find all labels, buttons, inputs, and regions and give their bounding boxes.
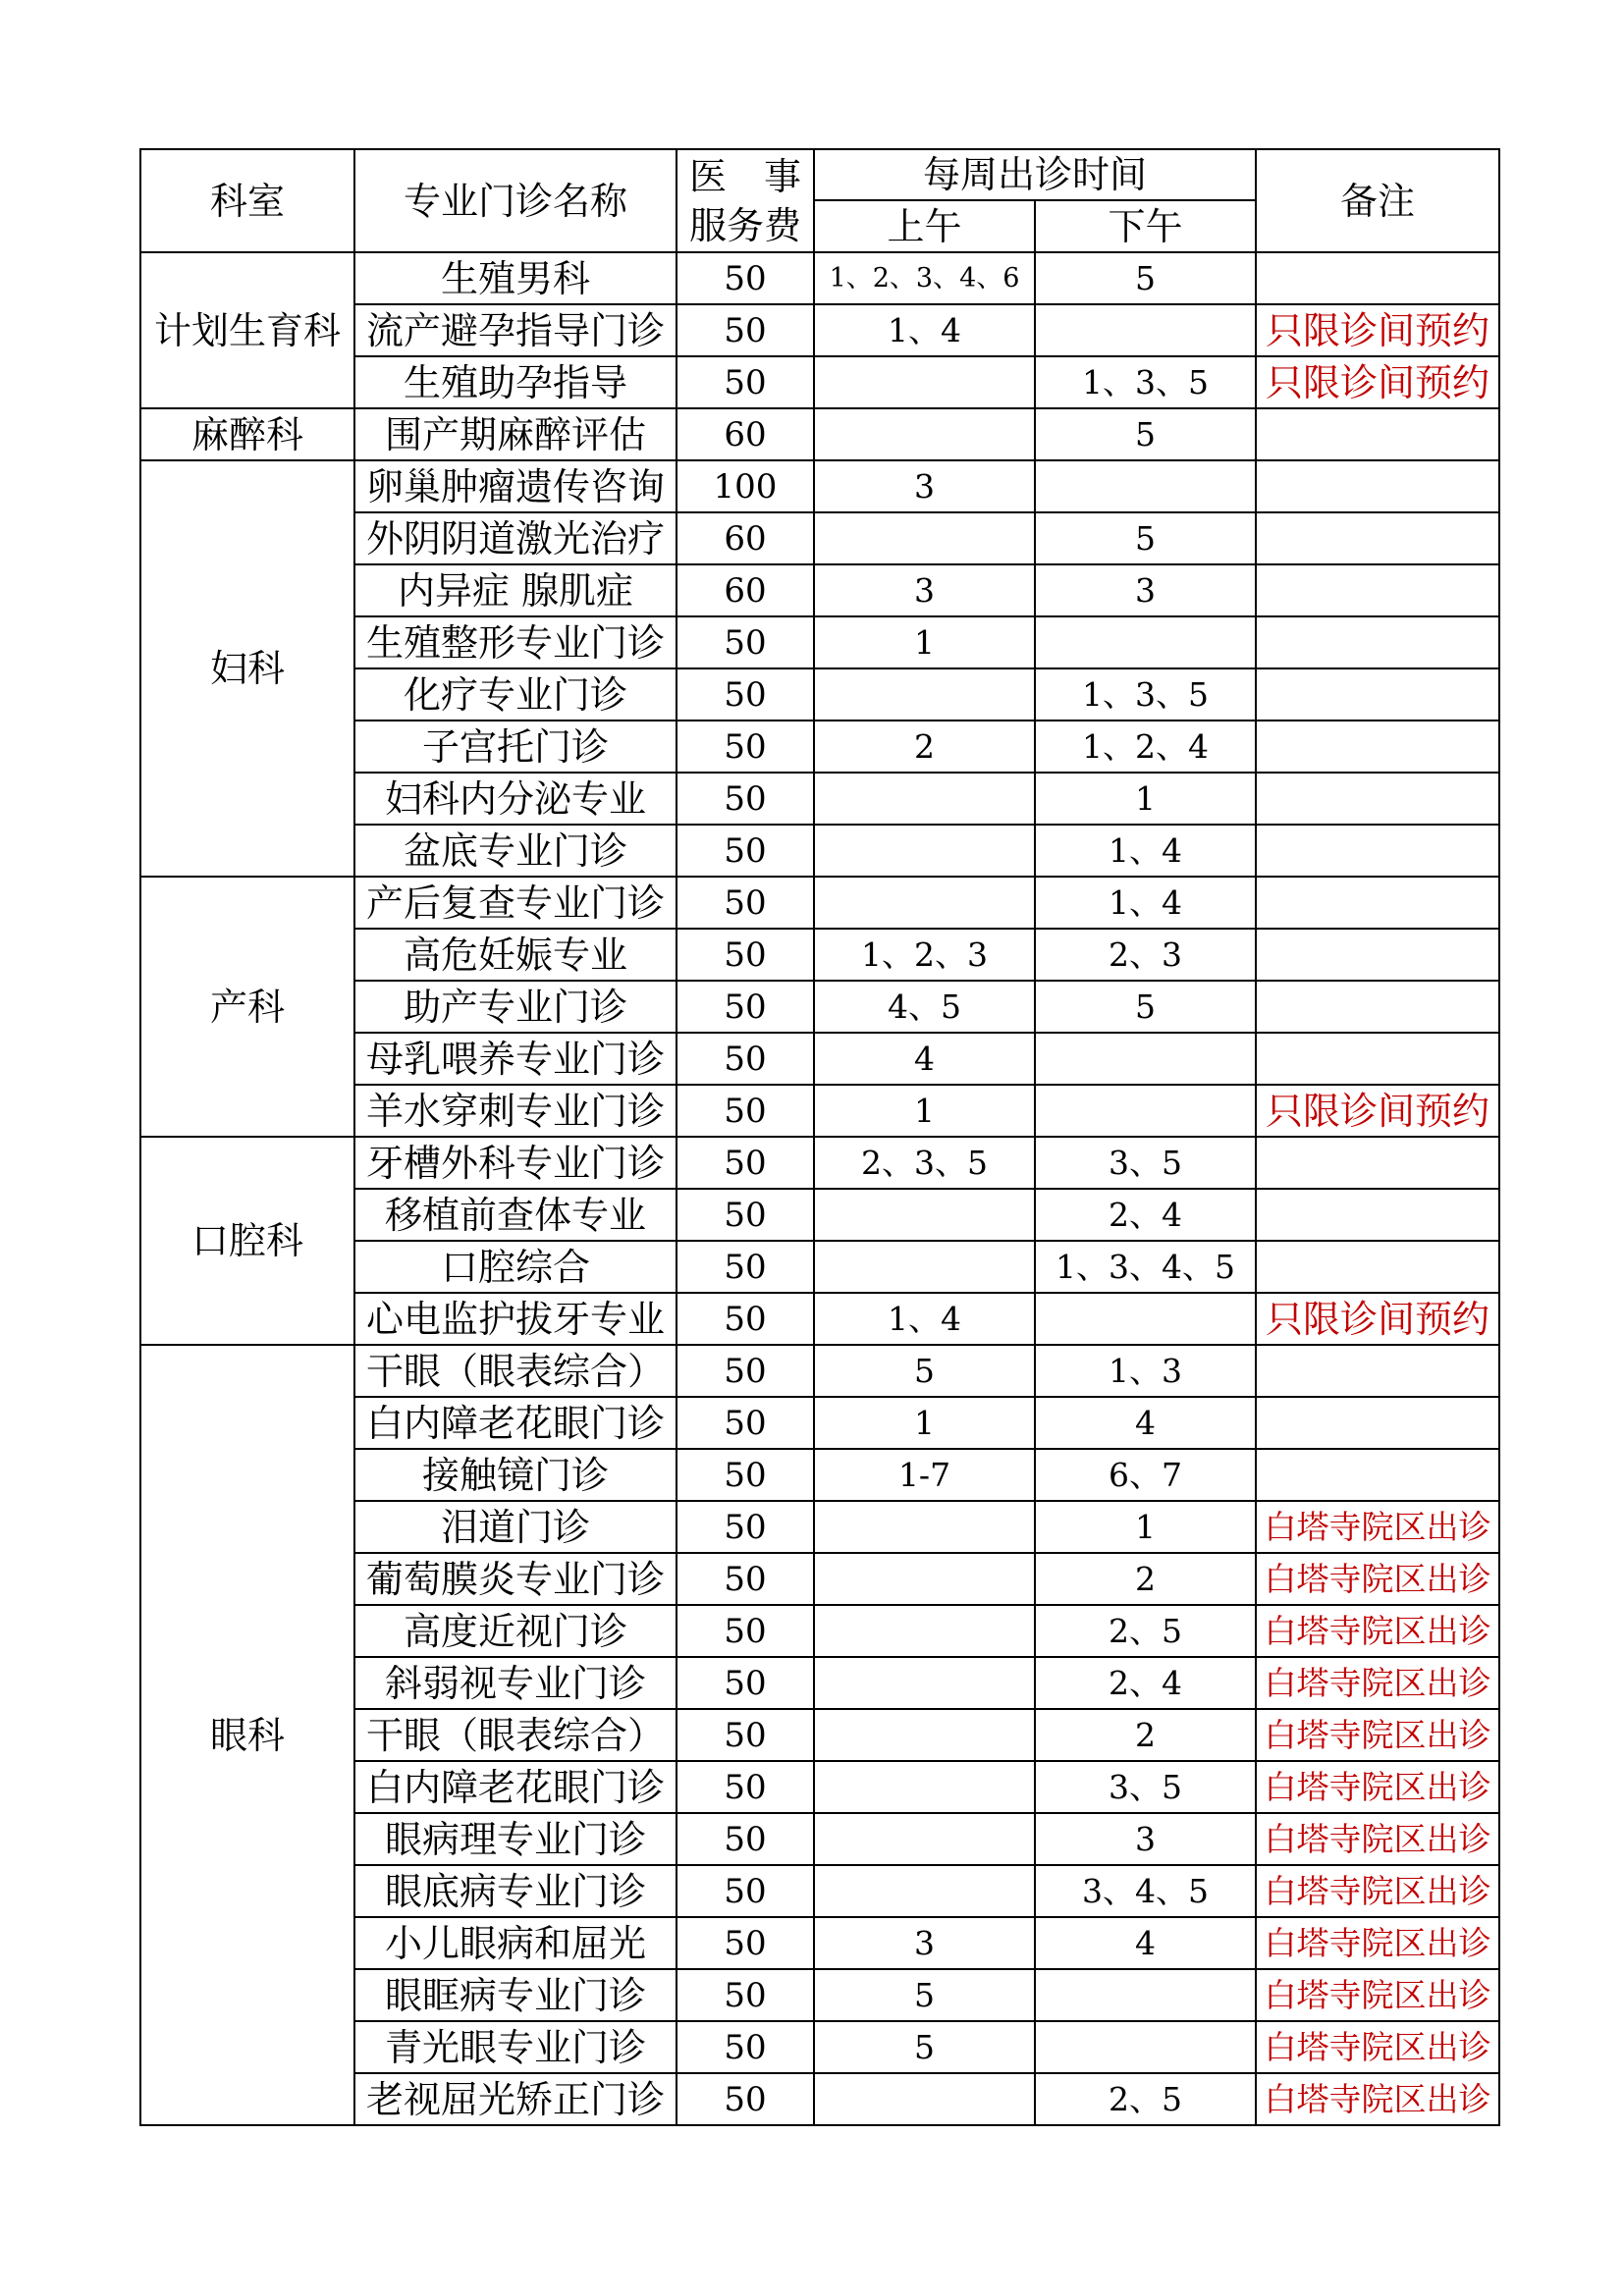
clinic-name-cell: 干眼（眼表综合） <box>354 1345 677 1397</box>
afternoon-cell: 1、4 <box>1035 825 1256 877</box>
clinic-name-cell: 生殖助孕指导 <box>354 356 677 408</box>
morning-cell <box>814 1241 1035 1293</box>
fee-cell: 50 <box>677 1241 814 1293</box>
morning-cell <box>814 356 1035 408</box>
clinic-name-cell: 内异症 腺肌症 <box>354 564 677 616</box>
fee-cell: 50 <box>677 668 814 721</box>
afternoon-cell: 1、4 <box>1035 877 1256 929</box>
note-cell <box>1256 825 1499 877</box>
afternoon-cell: 4 <box>1035 1397 1256 1449</box>
afternoon-cell: 2 <box>1035 1709 1256 1761</box>
note-cell <box>1256 616 1499 668</box>
afternoon-cell <box>1035 1033 1256 1085</box>
afternoon-cell: 3、5 <box>1035 1761 1256 1813</box>
fee-cell: 50 <box>677 1501 814 1553</box>
note-cell: 白塔寺院区出诊 <box>1256 1865 1499 1917</box>
morning-cell <box>814 1813 1035 1865</box>
afternoon-cell: 5 <box>1035 981 1256 1033</box>
note-cell: 只限诊间预约 <box>1256 304 1499 356</box>
note-cell <box>1256 668 1499 721</box>
fee-cell: 50 <box>677 1553 814 1605</box>
clinic-name-cell: 卵巢肿瘤遗传咨询 <box>354 460 677 512</box>
clinic-name-cell: 老视屈光矫正门诊 <box>354 2073 677 2125</box>
clinic-name-cell: 斜弱视专业门诊 <box>354 1657 677 1709</box>
header-row-1 <box>140 149 1499 200</box>
morning-cell: 3 <box>814 1917 1035 1969</box>
afternoon-cell: 3 <box>1035 564 1256 616</box>
morning-cell <box>814 512 1035 564</box>
clinic-name-cell: 移植前查体专业 <box>354 1189 677 1241</box>
note-cell <box>1256 1449 1499 1501</box>
fee-cell: 50 <box>677 1761 814 1813</box>
note-cell <box>1256 252 1499 304</box>
clinic-name-cell: 青光眼专业门诊 <box>354 2021 677 2073</box>
afternoon-cell: 2、5 <box>1035 1605 1256 1657</box>
afternoon-cell <box>1035 1969 1256 2021</box>
note-cell <box>1256 1397 1499 1449</box>
afternoon-cell: 5 <box>1035 408 1256 460</box>
note-cell: 白塔寺院区出诊 <box>1256 1813 1499 1865</box>
clinic-name-cell: 外阴阴道激光治疗 <box>354 512 677 564</box>
note-cell: 白塔寺院区出诊 <box>1256 2021 1499 2073</box>
fee-cell: 50 <box>677 2073 814 2125</box>
fee-cell: 50 <box>677 929 814 981</box>
afternoon-cell <box>1035 1293 1256 1345</box>
clinic-name-cell: 白内障老花眼门诊 <box>354 1397 677 1449</box>
note-cell: 白塔寺院区出诊 <box>1256 1709 1499 1761</box>
morning-cell: 5 <box>814 2021 1035 2073</box>
morning-cell: 4、5 <box>814 981 1035 1033</box>
fee-cell: 60 <box>677 408 814 460</box>
morning-cell <box>814 1761 1035 1813</box>
clinic-schedule-table <box>139 148 1500 2126</box>
note-cell <box>1256 721 1499 773</box>
morning-cell <box>814 1189 1035 1241</box>
note-cell <box>1256 564 1499 616</box>
clinic-name-cell: 生殖整形专业门诊 <box>354 616 677 668</box>
fee-cell: 50 <box>677 721 814 773</box>
fee-cell: 50 <box>677 1293 814 1345</box>
fee-cell: 50 <box>677 616 814 668</box>
fee-cell: 50 <box>677 773 814 825</box>
afternoon-cell: 2 <box>1035 1553 1256 1605</box>
fee-cell: 50 <box>677 252 814 304</box>
clinic-name-cell: 干眼（眼表综合） <box>354 1709 677 1761</box>
note-cell: 白塔寺院区出诊 <box>1256 1501 1499 1553</box>
dept-cell: 妇科 <box>140 460 354 877</box>
afternoon-cell <box>1035 1085 1256 1137</box>
afternoon-cell: 5 <box>1035 252 1256 304</box>
fee-cell: 100 <box>677 460 814 512</box>
dept-cell: 产科 <box>140 877 354 1137</box>
afternoon-cell: 2、4 <box>1035 1657 1256 1709</box>
morning-cell <box>814 1501 1035 1553</box>
header-afternoon: 下午 <box>1035 200 1256 252</box>
clinic-name-cell: 口腔综合 <box>354 1241 677 1293</box>
schedule-sheet <box>139 148 1500 2126</box>
morning-cell: 1 <box>814 1085 1035 1137</box>
fee-cell: 50 <box>677 825 814 877</box>
morning-cell <box>814 408 1035 460</box>
morning-cell: 5 <box>814 1969 1035 2021</box>
note-cell <box>1256 773 1499 825</box>
note-cell <box>1256 1033 1499 1085</box>
note-cell <box>1256 460 1499 512</box>
clinic-name-cell: 泪道门诊 <box>354 1501 677 1553</box>
dept-cell: 计划生育科 <box>140 252 354 408</box>
afternoon-cell: 1 <box>1035 773 1256 825</box>
note-cell <box>1256 1189 1499 1241</box>
clinic-name-cell: 产后复查专业门诊 <box>354 877 677 929</box>
note-cell <box>1256 981 1499 1033</box>
dept-cell: 麻醉科 <box>140 408 354 460</box>
morning-cell: 1、4 <box>814 1293 1035 1345</box>
schedule-body <box>140 252 1499 2125</box>
note-cell: 白塔寺院区出诊 <box>1256 1553 1499 1605</box>
note-cell: 白塔寺院区出诊 <box>1256 1761 1499 1813</box>
clinic-name-cell: 助产专业门诊 <box>354 981 677 1033</box>
afternoon-cell: 1、2、4 <box>1035 721 1256 773</box>
fee-cell: 60 <box>677 512 814 564</box>
table-row <box>140 1137 1499 1189</box>
morning-cell: 1 <box>814 616 1035 668</box>
fee-cell: 50 <box>677 2021 814 2073</box>
morning-cell <box>814 2073 1035 2125</box>
morning-cell: 4 <box>814 1033 1035 1085</box>
morning-cell <box>814 877 1035 929</box>
morning-cell: 1-7 <box>814 1449 1035 1501</box>
morning-cell: 1、2、3 <box>814 929 1035 981</box>
note-cell <box>1256 1345 1499 1397</box>
clinic-name-cell: 眼眶病专业门诊 <box>354 1969 677 2021</box>
header-fee <box>677 149 814 252</box>
clinic-name-cell: 高度近视门诊 <box>354 1605 677 1657</box>
clinic-name-cell: 眼病理专业门诊 <box>354 1813 677 1865</box>
clinic-name-cell: 眼底病专业门诊 <box>354 1865 677 1917</box>
morning-cell <box>814 825 1035 877</box>
afternoon-cell: 1、3 <box>1035 1345 1256 1397</box>
fee-cell: 50 <box>677 981 814 1033</box>
fee-cell: 50 <box>677 1709 814 1761</box>
dept-cell: 口腔科 <box>140 1137 354 1345</box>
morning-cell <box>814 773 1035 825</box>
morning-cell <box>814 1709 1035 1761</box>
fee-cell: 60 <box>677 564 814 616</box>
note-cell: 只限诊间预约 <box>1256 1293 1499 1345</box>
afternoon-cell: 6、7 <box>1035 1449 1256 1501</box>
afternoon-cell: 2、3 <box>1035 929 1256 981</box>
fee-cell: 50 <box>677 1137 814 1189</box>
note-cell: 白塔寺院区出诊 <box>1256 1969 1499 2021</box>
clinic-name-cell: 妇科内分泌专业 <box>354 773 677 825</box>
fee-cell: 50 <box>677 1397 814 1449</box>
table-row <box>140 408 1499 460</box>
clinic-name-cell: 牙槽外科专业门诊 <box>354 1137 677 1189</box>
clinic-name-cell: 子宫托门诊 <box>354 721 677 773</box>
morning-cell: 2、3、5 <box>814 1137 1035 1189</box>
morning-cell <box>814 1605 1035 1657</box>
morning-cell <box>814 668 1035 721</box>
clinic-name-cell: 羊水穿刺专业门诊 <box>354 1085 677 1137</box>
note-cell: 白塔寺院区出诊 <box>1256 2073 1499 2125</box>
morning-cell <box>814 1553 1035 1605</box>
dept-cell: 眼科 <box>140 1345 354 2125</box>
clinic-name-cell: 化疗专业门诊 <box>354 668 677 721</box>
table-row <box>140 1345 1499 1397</box>
fee-cell: 50 <box>677 1969 814 2021</box>
afternoon-cell: 2、4 <box>1035 1189 1256 1241</box>
morning-cell: 5 <box>814 1345 1035 1397</box>
header-fee-line2: 服务费 <box>689 203 802 247</box>
note-cell <box>1256 1241 1499 1293</box>
table-row <box>140 460 1499 512</box>
morning-cell: 3 <box>814 460 1035 512</box>
clinic-name-cell: 盆底专业门诊 <box>354 825 677 877</box>
afternoon-cell: 1 <box>1035 1501 1256 1553</box>
afternoon-cell <box>1035 460 1256 512</box>
fee-cell: 50 <box>677 356 814 408</box>
morning-cell: 1、4 <box>814 304 1035 356</box>
note-cell: 白塔寺院区出诊 <box>1256 1917 1499 1969</box>
note-cell: 白塔寺院区出诊 <box>1256 1605 1499 1657</box>
clinic-name-cell: 生殖男科 <box>354 252 677 304</box>
afternoon-cell: 1、3、5 <box>1035 356 1256 408</box>
morning-cell <box>814 1865 1035 1917</box>
header-note: 备注 <box>1256 149 1499 252</box>
clinic-name-cell: 高危妊娠专业 <box>354 929 677 981</box>
clinic-name-cell: 葡萄膜炎专业门诊 <box>354 1553 677 1605</box>
afternoon-cell: 2、5 <box>1035 2073 1256 2125</box>
clinic-name-cell: 母乳喂养专业门诊 <box>354 1033 677 1085</box>
afternoon-cell: 3、5 <box>1035 1137 1256 1189</box>
morning-cell: 1、2、3、4、6 <box>814 252 1035 304</box>
clinic-name-cell: 流产避孕指导门诊 <box>354 304 677 356</box>
fee-cell: 50 <box>677 1813 814 1865</box>
fee-cell: 50 <box>677 1085 814 1137</box>
header-weekly-time: 每周出诊时间 <box>814 149 1256 200</box>
clinic-name-cell: 心电监护拔牙专业 <box>354 1293 677 1345</box>
clinic-name-cell: 接触镜门诊 <box>354 1449 677 1501</box>
header-morning: 上午 <box>814 200 1035 252</box>
afternoon-cell: 1、3、4、5 <box>1035 1241 1256 1293</box>
header-fee-line1: 医 事 <box>689 154 802 198</box>
fee-cell: 50 <box>677 1345 814 1397</box>
fee-cell: 50 <box>677 1033 814 1085</box>
table-row <box>140 252 1499 304</box>
fee-cell: 50 <box>677 877 814 929</box>
fee-cell: 50 <box>677 1865 814 1917</box>
note-cell <box>1256 1137 1499 1189</box>
morning-cell: 3 <box>814 564 1035 616</box>
note-cell: 只限诊间预约 <box>1256 356 1499 408</box>
afternoon-cell: 3、4、5 <box>1035 1865 1256 1917</box>
note-cell <box>1256 877 1499 929</box>
fee-cell: 50 <box>677 1449 814 1501</box>
morning-cell: 1 <box>814 1397 1035 1449</box>
clinic-name-cell: 白内障老花眼门诊 <box>354 1761 677 1813</box>
fee-cell: 50 <box>677 1657 814 1709</box>
afternoon-cell <box>1035 304 1256 356</box>
note-cell <box>1256 512 1499 564</box>
afternoon-cell: 3 <box>1035 1813 1256 1865</box>
morning-cell: 2 <box>814 721 1035 773</box>
fee-cell: 50 <box>677 1917 814 1969</box>
afternoon-cell <box>1035 2021 1256 2073</box>
afternoon-cell <box>1035 616 1256 668</box>
header-clinic-name: 专业门诊名称 <box>354 149 677 252</box>
header-dept: 科室 <box>140 149 354 252</box>
fee-cell: 50 <box>677 304 814 356</box>
table-row <box>140 877 1499 929</box>
afternoon-cell: 1、3、5 <box>1035 668 1256 721</box>
note-cell: 白塔寺院区出诊 <box>1256 1657 1499 1709</box>
afternoon-cell: 5 <box>1035 512 1256 564</box>
note-cell <box>1256 408 1499 460</box>
afternoon-cell: 4 <box>1035 1917 1256 1969</box>
note-cell: 只限诊间预约 <box>1256 1085 1499 1137</box>
morning-cell <box>814 1657 1035 1709</box>
note-cell <box>1256 929 1499 981</box>
clinic-name-cell: 围产期麻醉评估 <box>354 408 677 460</box>
fee-cell: 50 <box>677 1605 814 1657</box>
fee-cell: 50 <box>677 1189 814 1241</box>
clinic-name-cell: 小儿眼病和屈光 <box>354 1917 677 1969</box>
